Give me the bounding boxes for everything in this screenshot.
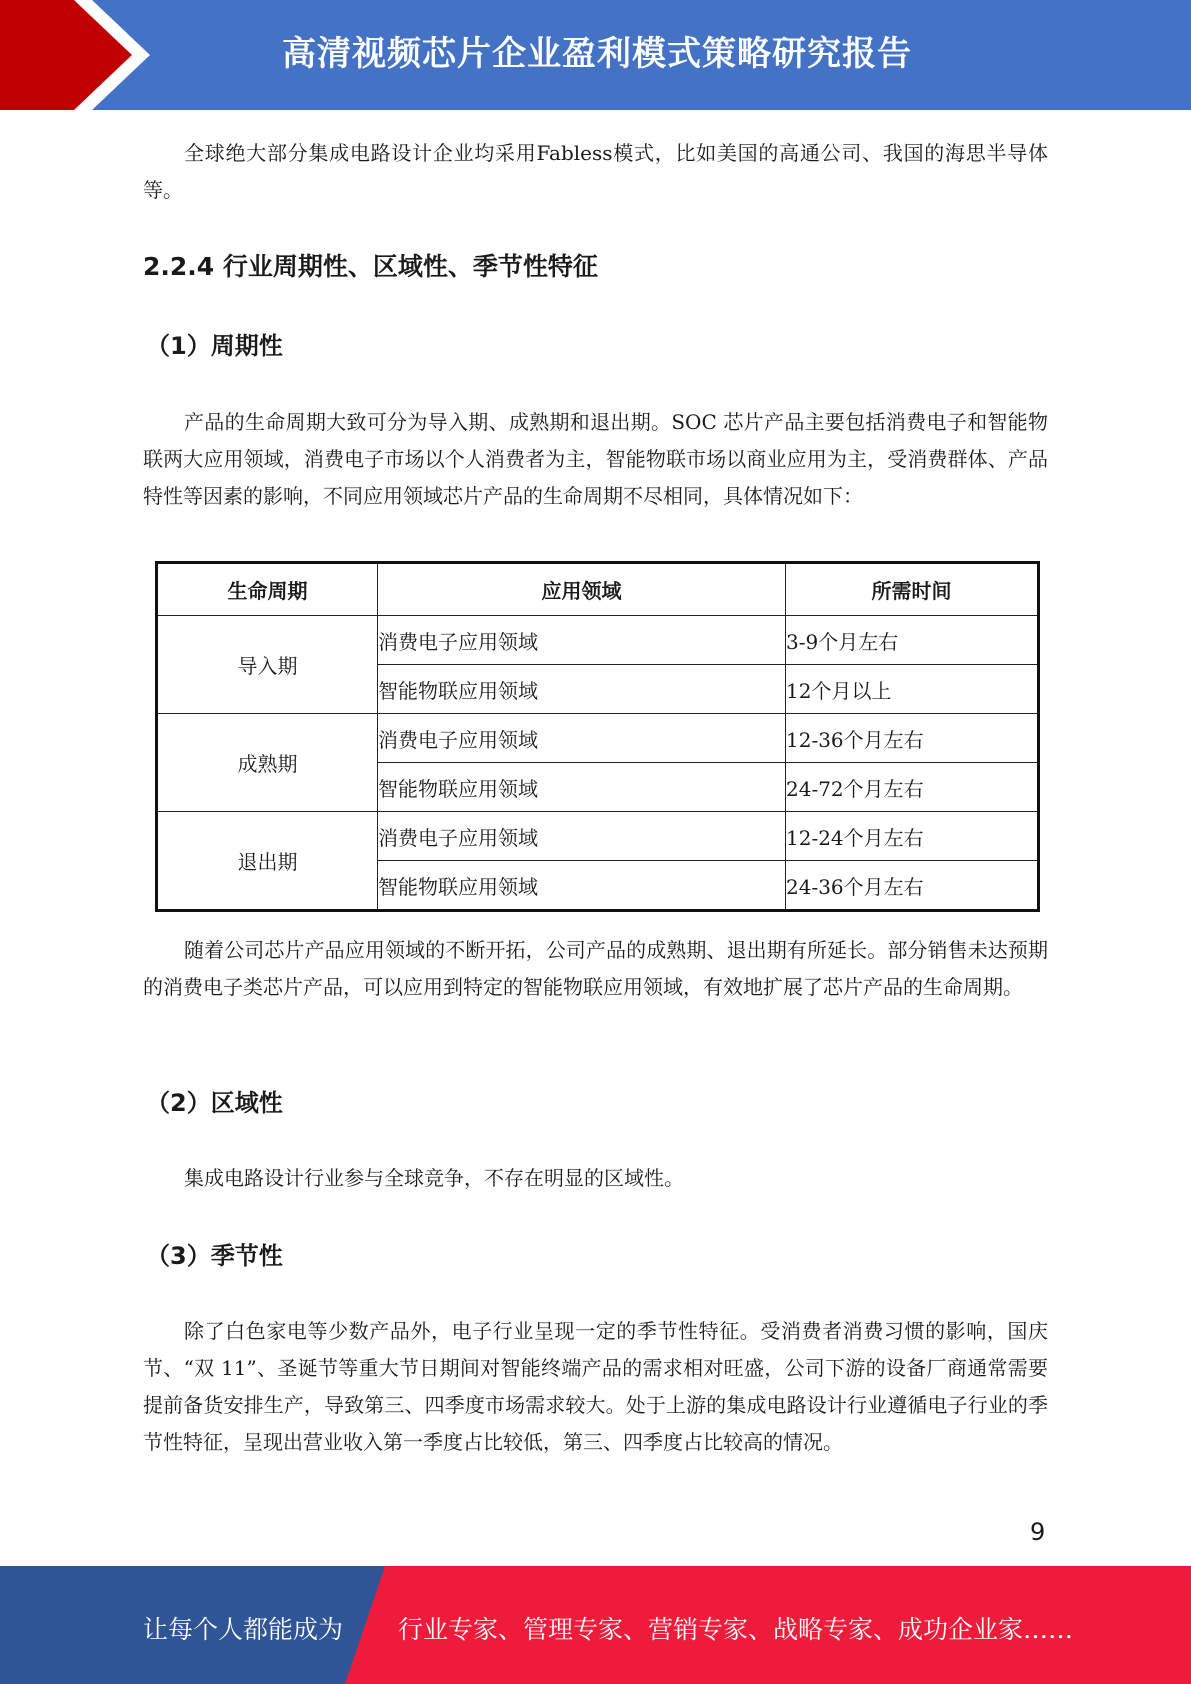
page-header <box>0 0 1191 110</box>
column-header-field: 应用领域 <box>378 563 786 616</box>
lifecycle-table <box>155 561 1040 912</box>
header-title: 高清视频芯片企业盈利模式策略研究报告 <box>282 34 912 74</box>
page-footer <box>0 1566 1191 1684</box>
table-row <box>157 616 1039 665</box>
stage-cell: 成熟期 <box>157 714 378 812</box>
paragraph-lifecycle-intro: 产品的生命周期大致可分为导入期、成熟期和退出期。SOC 芯片产品主要包括消费电子和智能物联两大应用领域，消费电子市场以个人消费者为主，智能物联市场以商业应用为主，受消费群体、产品特性等因素的影响，不同应用领域芯片产品的生命周期不尽相同，具体情况如下： <box>143 410 1048 508</box>
time-cell: 24-36个月左右 <box>786 861 1039 911</box>
footer-slogan-right: 行业专家、管理专家、营销专家、战略专家、成功企业家…… <box>398 1615 1074 1644</box>
subheading-seasonal: （3）季节性 <box>146 1242 283 1270</box>
field-cell: 消费电子应用领域 <box>378 714 786 763</box>
page-number: 9 <box>1030 1518 1046 1546</box>
table-row <box>157 714 1039 763</box>
subheading-cyclical: （1）周期性 <box>146 332 283 360</box>
table-header-row <box>157 563 1039 616</box>
paragraph-regional: 集成电路设计行业参与全球竞争，不存在明显的区域性。 <box>184 1166 684 1190</box>
time-cell: 12-24个月左右 <box>786 812 1039 861</box>
column-header-stage: 生命周期 <box>157 563 378 616</box>
paragraph-fabless: 全球绝大部分集成电路设计企业均采用Fabless模式，比如美国的高通公司、我国的海思半导体等。 <box>143 141 1048 202</box>
time-cell: 12-36个月左右 <box>786 714 1039 763</box>
field-cell: 消费电子应用领域 <box>378 812 786 861</box>
paragraph-lifecycle-extension: 随着公司芯片产品应用领域的不断开拓，公司产品的成熟期、退出期有所延长。部分销售未达预期的消费电子类芯片产品，可以应用到特定的智能物联应用领域，有效地扩展了芯片产品的生命周期。 <box>143 938 1048 999</box>
footer-slogan-left: 让每个人都能成为 <box>143 1615 344 1644</box>
field-cell: 智能物联应用领域 <box>378 665 786 714</box>
time-cell: 3-9个月左右 <box>786 616 1039 665</box>
column-header-time: 所需时间 <box>786 563 1039 616</box>
time-cell: 12个月以上 <box>786 665 1039 714</box>
stage-cell: 导入期 <box>157 616 378 714</box>
field-cell: 消费电子应用领域 <box>378 616 786 665</box>
field-cell: 智能物联应用领域 <box>378 763 786 812</box>
field-cell: 智能物联应用领域 <box>378 861 786 911</box>
stage-cell: 退出期 <box>157 812 378 911</box>
section-heading: 2.2.4 行业周期性、区域性、季节性特征 <box>143 252 598 281</box>
time-cell: 24-72个月左右 <box>786 763 1039 812</box>
table-row <box>157 812 1039 861</box>
subheading-regional: （2）区域性 <box>146 1089 283 1117</box>
paragraph-seasonal: 除了白色家电等少数产品外，电子行业呈现一定的季节性特征。受消费者消费习惯的影响，国庆节、“双 11”、圣诞节等重大节日期间对智能终端产品的需求相对旺盛，公司下游的设备厂商通常需要提前备货安排生产，导致第三、四季度市场需求较大。处于上游的集成电路设计行业遵循电子行业的季节性特征，呈现出营业收入第一季度占比较低，第三、四季度占比较高的情况。 <box>143 1319 1048 1454</box>
